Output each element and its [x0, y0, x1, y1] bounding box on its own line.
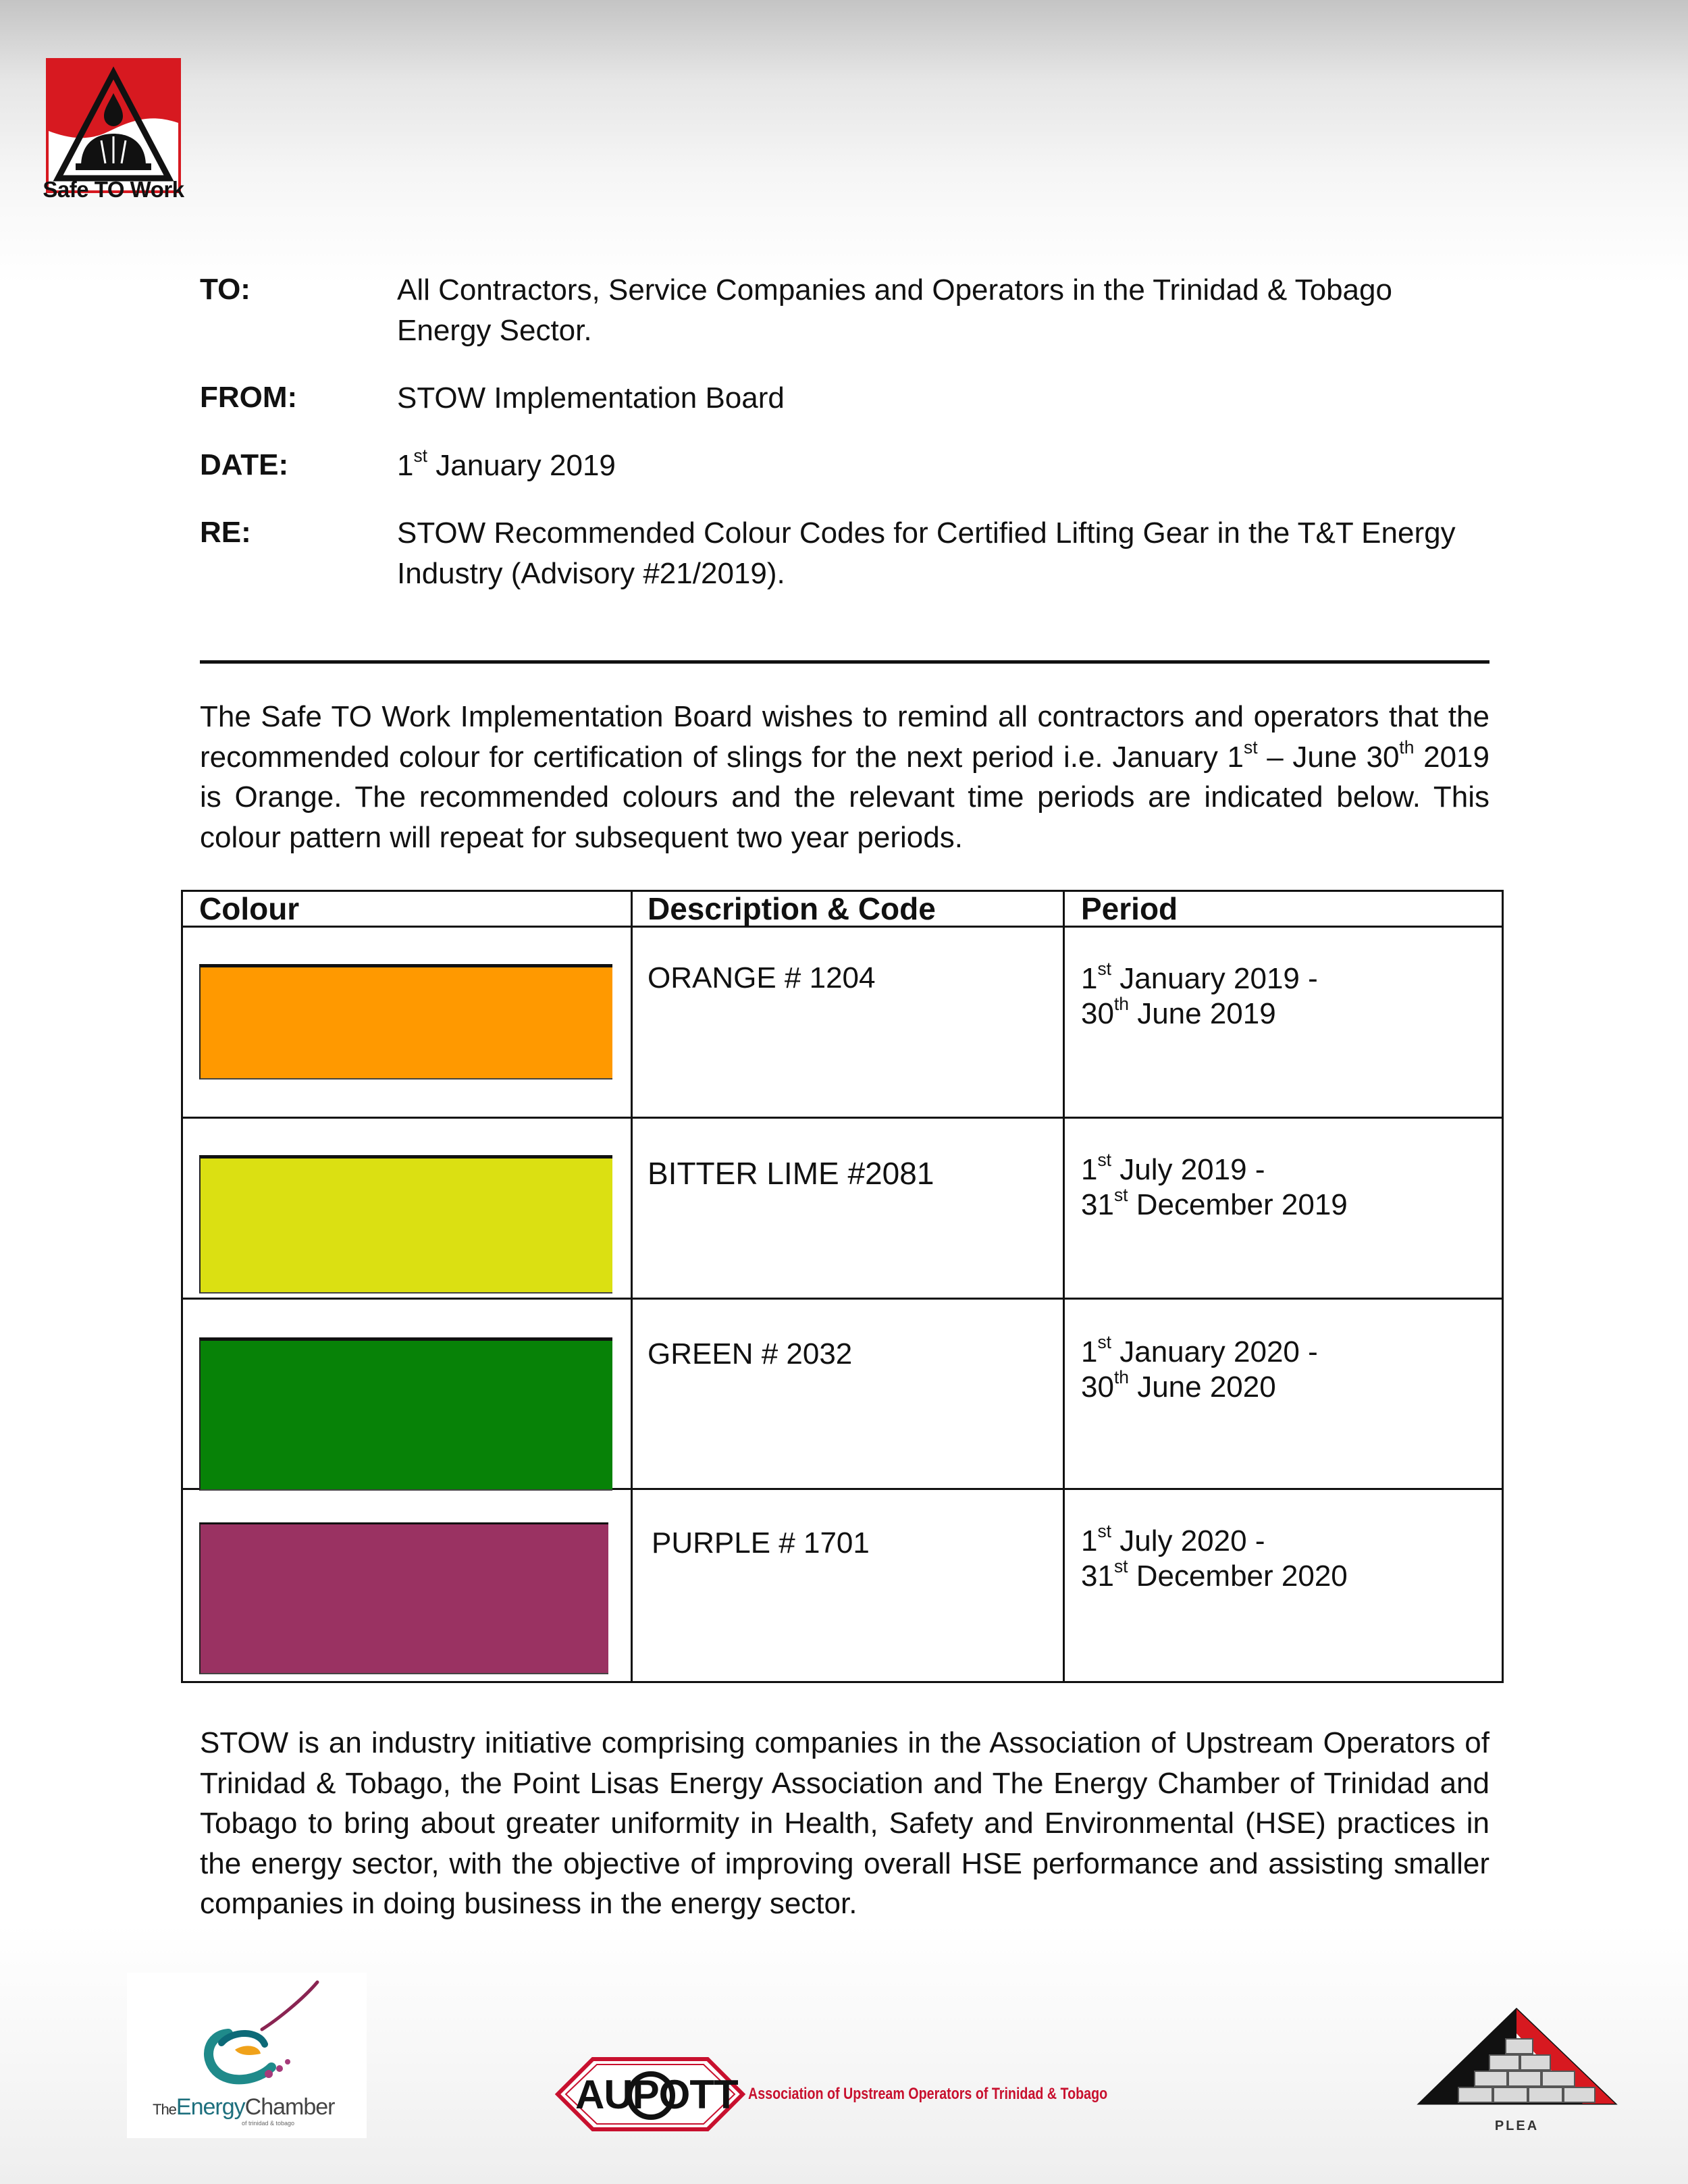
plea-pyramid-icon [1414, 2004, 1620, 2119]
period-start-day: 1 [1081, 1153, 1098, 1186]
re-value [397, 513, 1504, 594]
table-row-orange [182, 927, 1503, 1118]
energy-chamber-logo [127, 1973, 367, 2138]
description-text: PURPLE # 1701 [652, 1526, 870, 1560]
wordmark-energy: Energy [176, 2094, 245, 2120]
period-end-suffix: th [1113, 994, 1129, 1015]
colour-cell [182, 1489, 632, 1682]
period-cell [1064, 927, 1503, 1118]
header-colour: Colour [182, 891, 632, 927]
intro-text-3: 2019 is Orange. The recommended colours and the relevant time periods are indicated below. This colour pattern will repeat for subsequent two year periods. [200, 740, 1489, 854]
re-label: RE: [200, 516, 251, 549]
colour-swatch-purple [199, 1522, 608, 1674]
period-end [1081, 1185, 1502, 1223]
period-cell [1064, 1489, 1503, 1682]
period-start-suffix: st [1097, 1332, 1112, 1353]
intro-text-1: The Safe TO Work Implementation Board wishes to remind all contractors and operators that the recommended colour for certification of slings for the next period i.e. January 1 [200, 700, 1489, 774]
description-text: ORANGE # 1204 [648, 961, 876, 994]
date-label: DATE: [200, 448, 289, 481]
colour-cell [182, 1118, 632, 1299]
date-day: 1 [397, 449, 414, 482]
period-end [1081, 1556, 1502, 1594]
intro-text-2: – June 30 [1257, 740, 1400, 774]
description-text: BITTER LIME #2081 [648, 1156, 934, 1191]
from-value: STOW Implementation Board [397, 381, 785, 415]
header-description: Description & Code [632, 891, 1064, 927]
to-value [397, 270, 1504, 351]
period-start [1081, 1521, 1502, 1559]
period-end-day: 30 [1081, 997, 1114, 1030]
date-suffix: st [413, 446, 428, 467]
aupott-full-name: Association of Upstream Operators of Trinidad & Tobago [748, 2085, 1108, 2103]
period-end [1081, 996, 1502, 1032]
energy-chamber-subtitle: of trinidad & tobago [242, 2120, 295, 2127]
period-start [1081, 1152, 1502, 1188]
table-header-row [182, 891, 1503, 927]
period-start [1081, 961, 1502, 996]
intro-paragraph [200, 697, 1489, 857]
from-label: FROM: [200, 381, 298, 414]
intro-sup-2: th [1399, 737, 1415, 757]
to-line-2: Energy Sector. [397, 314, 592, 347]
colour-swatch-green [199, 1337, 612, 1491]
period-start-rest: July 2020 - [1111, 1524, 1265, 1557]
period-end-suffix: st [1113, 1556, 1128, 1577]
period-start-suffix: st [1097, 959, 1112, 980]
description-cell [632, 1299, 1064, 1489]
table-row-bitter-lime [182, 1118, 1503, 1299]
period-end-day: 31 [1081, 1188, 1114, 1221]
re-line-1: STOW Recommended Colour Codes for Certified Lifting Gear in the T&T Energy [397, 516, 1456, 550]
period-end-rest: December 2020 [1128, 1560, 1348, 1593]
period-end [1081, 1367, 1502, 1405]
date-month-year: January 2019 [427, 449, 616, 482]
description-cell [632, 1489, 1064, 1682]
description-cell [632, 1118, 1064, 1299]
logo-caption: Safe TO Work [43, 177, 184, 202]
intro-sup-1: st [1244, 737, 1258, 757]
period-end-day: 30 [1081, 1370, 1114, 1404]
period-start-suffix: st [1097, 1521, 1112, 1542]
period-start [1081, 1332, 1502, 1370]
period-end-rest: December 2019 [1128, 1188, 1348, 1221]
period-end-day: 31 [1081, 1560, 1114, 1593]
energy-chamber-wordmark [153, 2094, 335, 2121]
to-label: TO: [200, 273, 250, 306]
colour-cell [182, 927, 632, 1118]
plea-logo [1414, 2004, 1620, 2139]
period-start-rest: July 2019 - [1111, 1153, 1265, 1186]
re-line-2: Industry (Advisory #21/2019). [397, 557, 785, 590]
period-start-rest: January 2019 - [1111, 962, 1318, 995]
header-divider [200, 660, 1489, 664]
period-start-day: 1 [1081, 1335, 1098, 1368]
aupott-logo [552, 2052, 1228, 2137]
period-start-day: 1 [1081, 1524, 1098, 1557]
period-start-suffix: st [1097, 1150, 1112, 1171]
period-start-rest: January 2020 - [1111, 1335, 1318, 1368]
description-cell [632, 927, 1064, 1118]
to-line-1: All Contractors, Service Companies and Operators in the Trinidad & Tobago [397, 273, 1392, 307]
colour-swatch-bitter-lime [199, 1155, 612, 1294]
colour-cell [182, 1299, 632, 1489]
period-end-suffix: st [1113, 1185, 1128, 1206]
closing-paragraph: STOW is an industry initiative comprising companies in the Association of Upstream Operators of Trinidad & Tobago, the Point Lisas Energy Association and The Energy Chamber of Trinidad and Tobago to bring about greater uniformity in Health, Safety and Environmental (HSE) practices in the energy sector, with the objective of improving overall HSE performance and assisting smaller companies in doing business in the energy sector. [200, 1726, 1489, 1920]
date-value [397, 446, 1504, 486]
wordmark-the: The [153, 2101, 176, 2118]
table-row-green [182, 1299, 1503, 1489]
period-cell [1064, 1118, 1503, 1299]
period-cell [1064, 1299, 1503, 1489]
header-period: Period [1064, 891, 1503, 927]
aupott-abbreviation: AUPOTT [575, 2072, 738, 2117]
period-start-day: 1 [1081, 962, 1098, 995]
description-text: GREEN # 2032 [648, 1337, 853, 1370]
wordmark-chamber: Chamber [244, 2094, 335, 2120]
colour-code-table [181, 890, 1504, 1683]
period-end-rest: June 2019 [1128, 997, 1276, 1030]
period-end-rest: June 2020 [1128, 1370, 1276, 1404]
period-end-suffix: th [1113, 1367, 1129, 1388]
plea-abbreviation: PLEA [1494, 2119, 1539, 2133]
colour-swatch-orange [199, 964, 612, 1080]
table-row-purple [182, 1489, 1503, 1682]
